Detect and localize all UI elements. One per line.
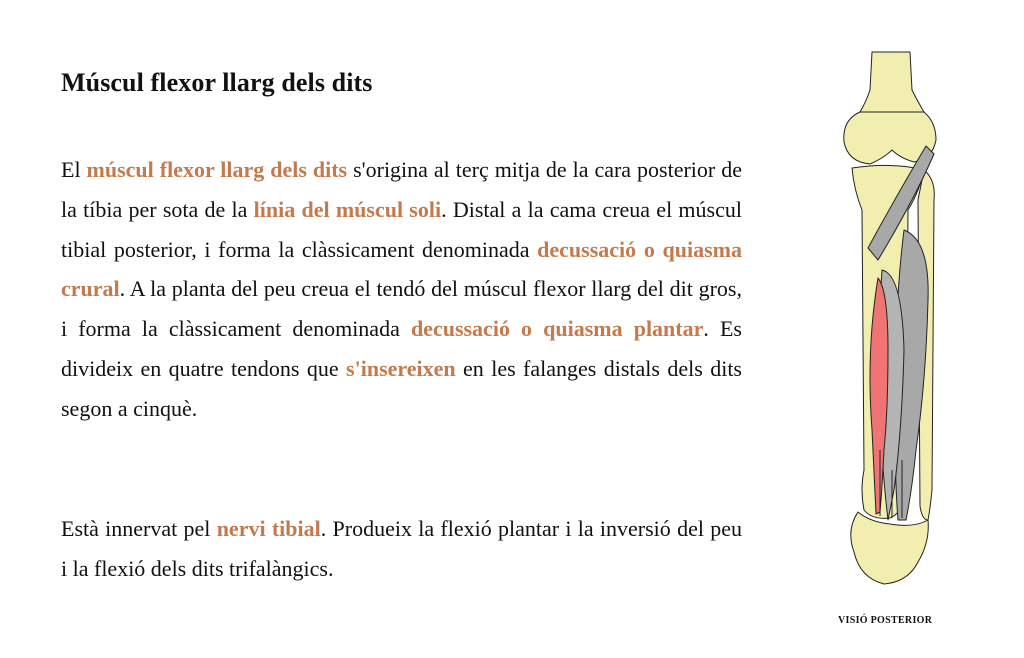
text-run: . A la planta del peu creua el tendó del múscul flexor llarg del dit gros, i forma la clàssicament denominada	[61, 276, 742, 342]
text-run: s'origina al terç mitja de la cara posterior de la tíbia per sota de la	[61, 157, 742, 222]
text-run: . Es divideix en quatre tendons que	[61, 316, 742, 381]
text-run: El	[61, 157, 87, 182]
text-run: . Distal a la cama creua el múscul tibial posterior, i forma la clàssicament denominada	[61, 196, 742, 262]
leg-anatomy-illustration	[834, 50, 944, 595]
figure-caption: VISIÓ POSTERIOR	[838, 615, 933, 626]
link-insertion[interactable]: s'insereixen	[346, 355, 456, 381]
link-plantar-chiasm[interactable]: decussació o quiasma plantar	[410, 316, 704, 342]
femur-bone	[860, 52, 924, 112]
ankle-bones	[851, 512, 928, 584]
link-soleal-line[interactable]: línia del múscul soli	[253, 196, 442, 222]
link-tibial-nerve[interactable]: nervi tibial	[216, 516, 321, 541]
text-run: en les falanges distals dels dits segon a cinquè.	[61, 355, 742, 421]
page-title: Múscul flexor llarg dels dits	[61, 68, 373, 97]
description-paragraph	[61, 150, 742, 429]
text-run: Està innervat pel	[61, 516, 217, 541]
link-muscle[interactable]: múscul flexor llarg dels dits	[86, 157, 348, 182]
text-run: . Produeix la flexió plantar i la inversió del peu i la flexió dels dits trifalàngics.	[61, 516, 742, 581]
link-crural-chiasm[interactable]: decussació o quiasma crural	[61, 236, 742, 302]
innervation-paragraph	[61, 509, 742, 589]
